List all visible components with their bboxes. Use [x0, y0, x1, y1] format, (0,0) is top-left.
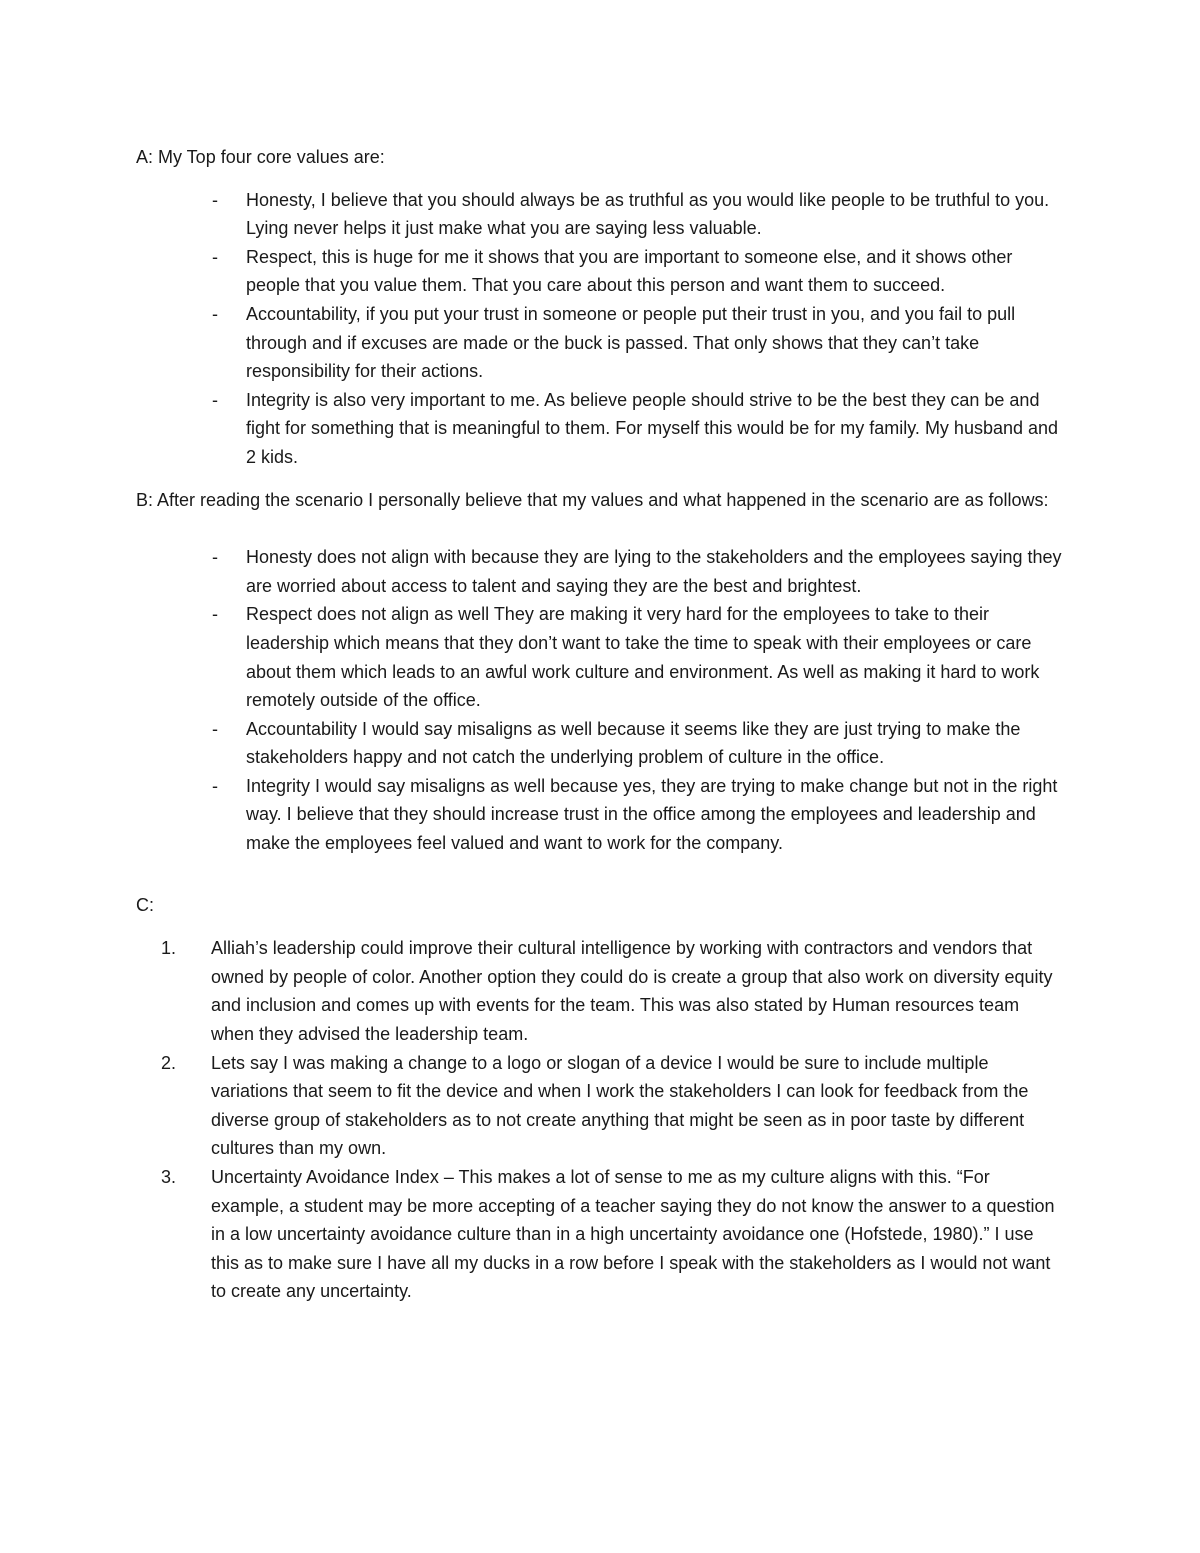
list-item — [136, 934, 1066, 1048]
section-b-list — [136, 543, 1066, 858]
list-number: 3. — [161, 1167, 177, 1187]
dash-bullet: - — [212, 389, 218, 410]
list-item — [136, 186, 1066, 243]
list-item — [136, 600, 1066, 714]
list-item-text: Honesty does not align with because they are lying to the stakeholders and the employees saying they are worried about access to talent and saying they are the best and brightest. — [246, 547, 1062, 596]
list-item-text: Accountability, if you put your trust in someone or people put their trust in you, and you fail to pull through and if excuses are made or the buck is passed. That only shows that they can’t take responsibility for their actions. — [246, 303, 1016, 382]
list-item-text: Accountability I would say misaligns as well because it seems like they are just trying to make the stakeholders happy and not catch the underlying problem of culture in the office. — [246, 718, 1021, 768]
dash-bullet: - — [212, 775, 218, 796]
dash-bullet: - — [212, 246, 218, 267]
list-item-text: Honesty, I believe that you should always be as truthful as you would like people to be truthful to you. Lying never helps it just make what you are saying less valuable. — [246, 189, 1050, 239]
list-item-text: Respect does not align as well They are making it very hard for the employees to take to their leadership which means that they don’t want to take the time to speak with their employees or care about them which leads to an awful work culture and environment. As well as making it hard to work remotely outside of the office. — [246, 604, 1040, 711]
list-item-text: Lets say I was making a change to a logo or slogan of a device I would be sure to include multiple variations that seem to fit the device and when I work the stakeholders I can look for feedback from the diverse group of stakeholders as to not create anything that might be seen as in poor taste by different cultures than my own. — [211, 1052, 1029, 1159]
dash-bullet: - — [212, 547, 218, 568]
section-b-heading: B: After reading the scenario I personally believe that my values and what happened in the scenario are as follows: — [136, 489, 1049, 510]
list-item-text: Uncertainty Avoidance Index – This makes a lot of sense to me as my culture aligns with this. “For example, a student may be more accepting of a teacher saying they do not know the answer to a question in a low uncertainty avoidance culture than in a high uncertainty avoidance one (Hofstede, 1980).” I use this as to make sure I have all my ducks in a row before I speak with the stakeholders as I would not want to create any uncertainty. — [211, 1167, 1055, 1302]
list-item-text: Alliah’s leadership could improve their cultural intelligence by working with contractors and vendors that owned by people of color. Another option they could do is create a group that also work on diversity equity and inclusion and comes up with events for the team. This was also stated by Human resources team when they advised the leadership team. — [211, 938, 1053, 1045]
list-number: 2. — [161, 1052, 177, 1073]
dash-bullet: - — [212, 718, 218, 739]
list-item-text: Integrity is also very important to me. As believe people should strive to be the best they can be and fight for something that is meaningful to them. For myself this would be for my family. My husband and 2 kids. — [246, 389, 1059, 467]
list-item — [136, 243, 1066, 300]
list-item — [136, 386, 1066, 472]
list-item-text: Integrity I would say misaligns as well because yes, they are trying to make change but not in the right way. I believe that they should increase trust in the office among the employees and leadership and make the employees feel valued and want to work for the company. — [246, 775, 1058, 854]
list-item — [136, 543, 1066, 600]
dash-bullet: - — [212, 189, 218, 210]
list-number: 1. — [161, 938, 177, 959]
section-a-heading: A: My Top four core values are: — [136, 147, 385, 167]
list-item — [136, 715, 1066, 772]
list-item — [136, 772, 1066, 858]
section-c-list — [136, 934, 1066, 1306]
list-item-text: Respect, this is huge for me it shows that you are important to someone else, and it shows other people that you value them. That you care about this person and want them to succeed. — [246, 246, 1013, 296]
section-a-list — [136, 186, 1066, 472]
section-c-heading: C: — [136, 894, 154, 915]
dash-bullet: - — [212, 604, 218, 625]
list-item — [136, 1163, 1066, 1306]
list-item — [136, 300, 1066, 386]
document-page — [136, 143, 1066, 1306]
dash-bullet: - — [212, 303, 218, 324]
list-item — [136, 1049, 1066, 1163]
